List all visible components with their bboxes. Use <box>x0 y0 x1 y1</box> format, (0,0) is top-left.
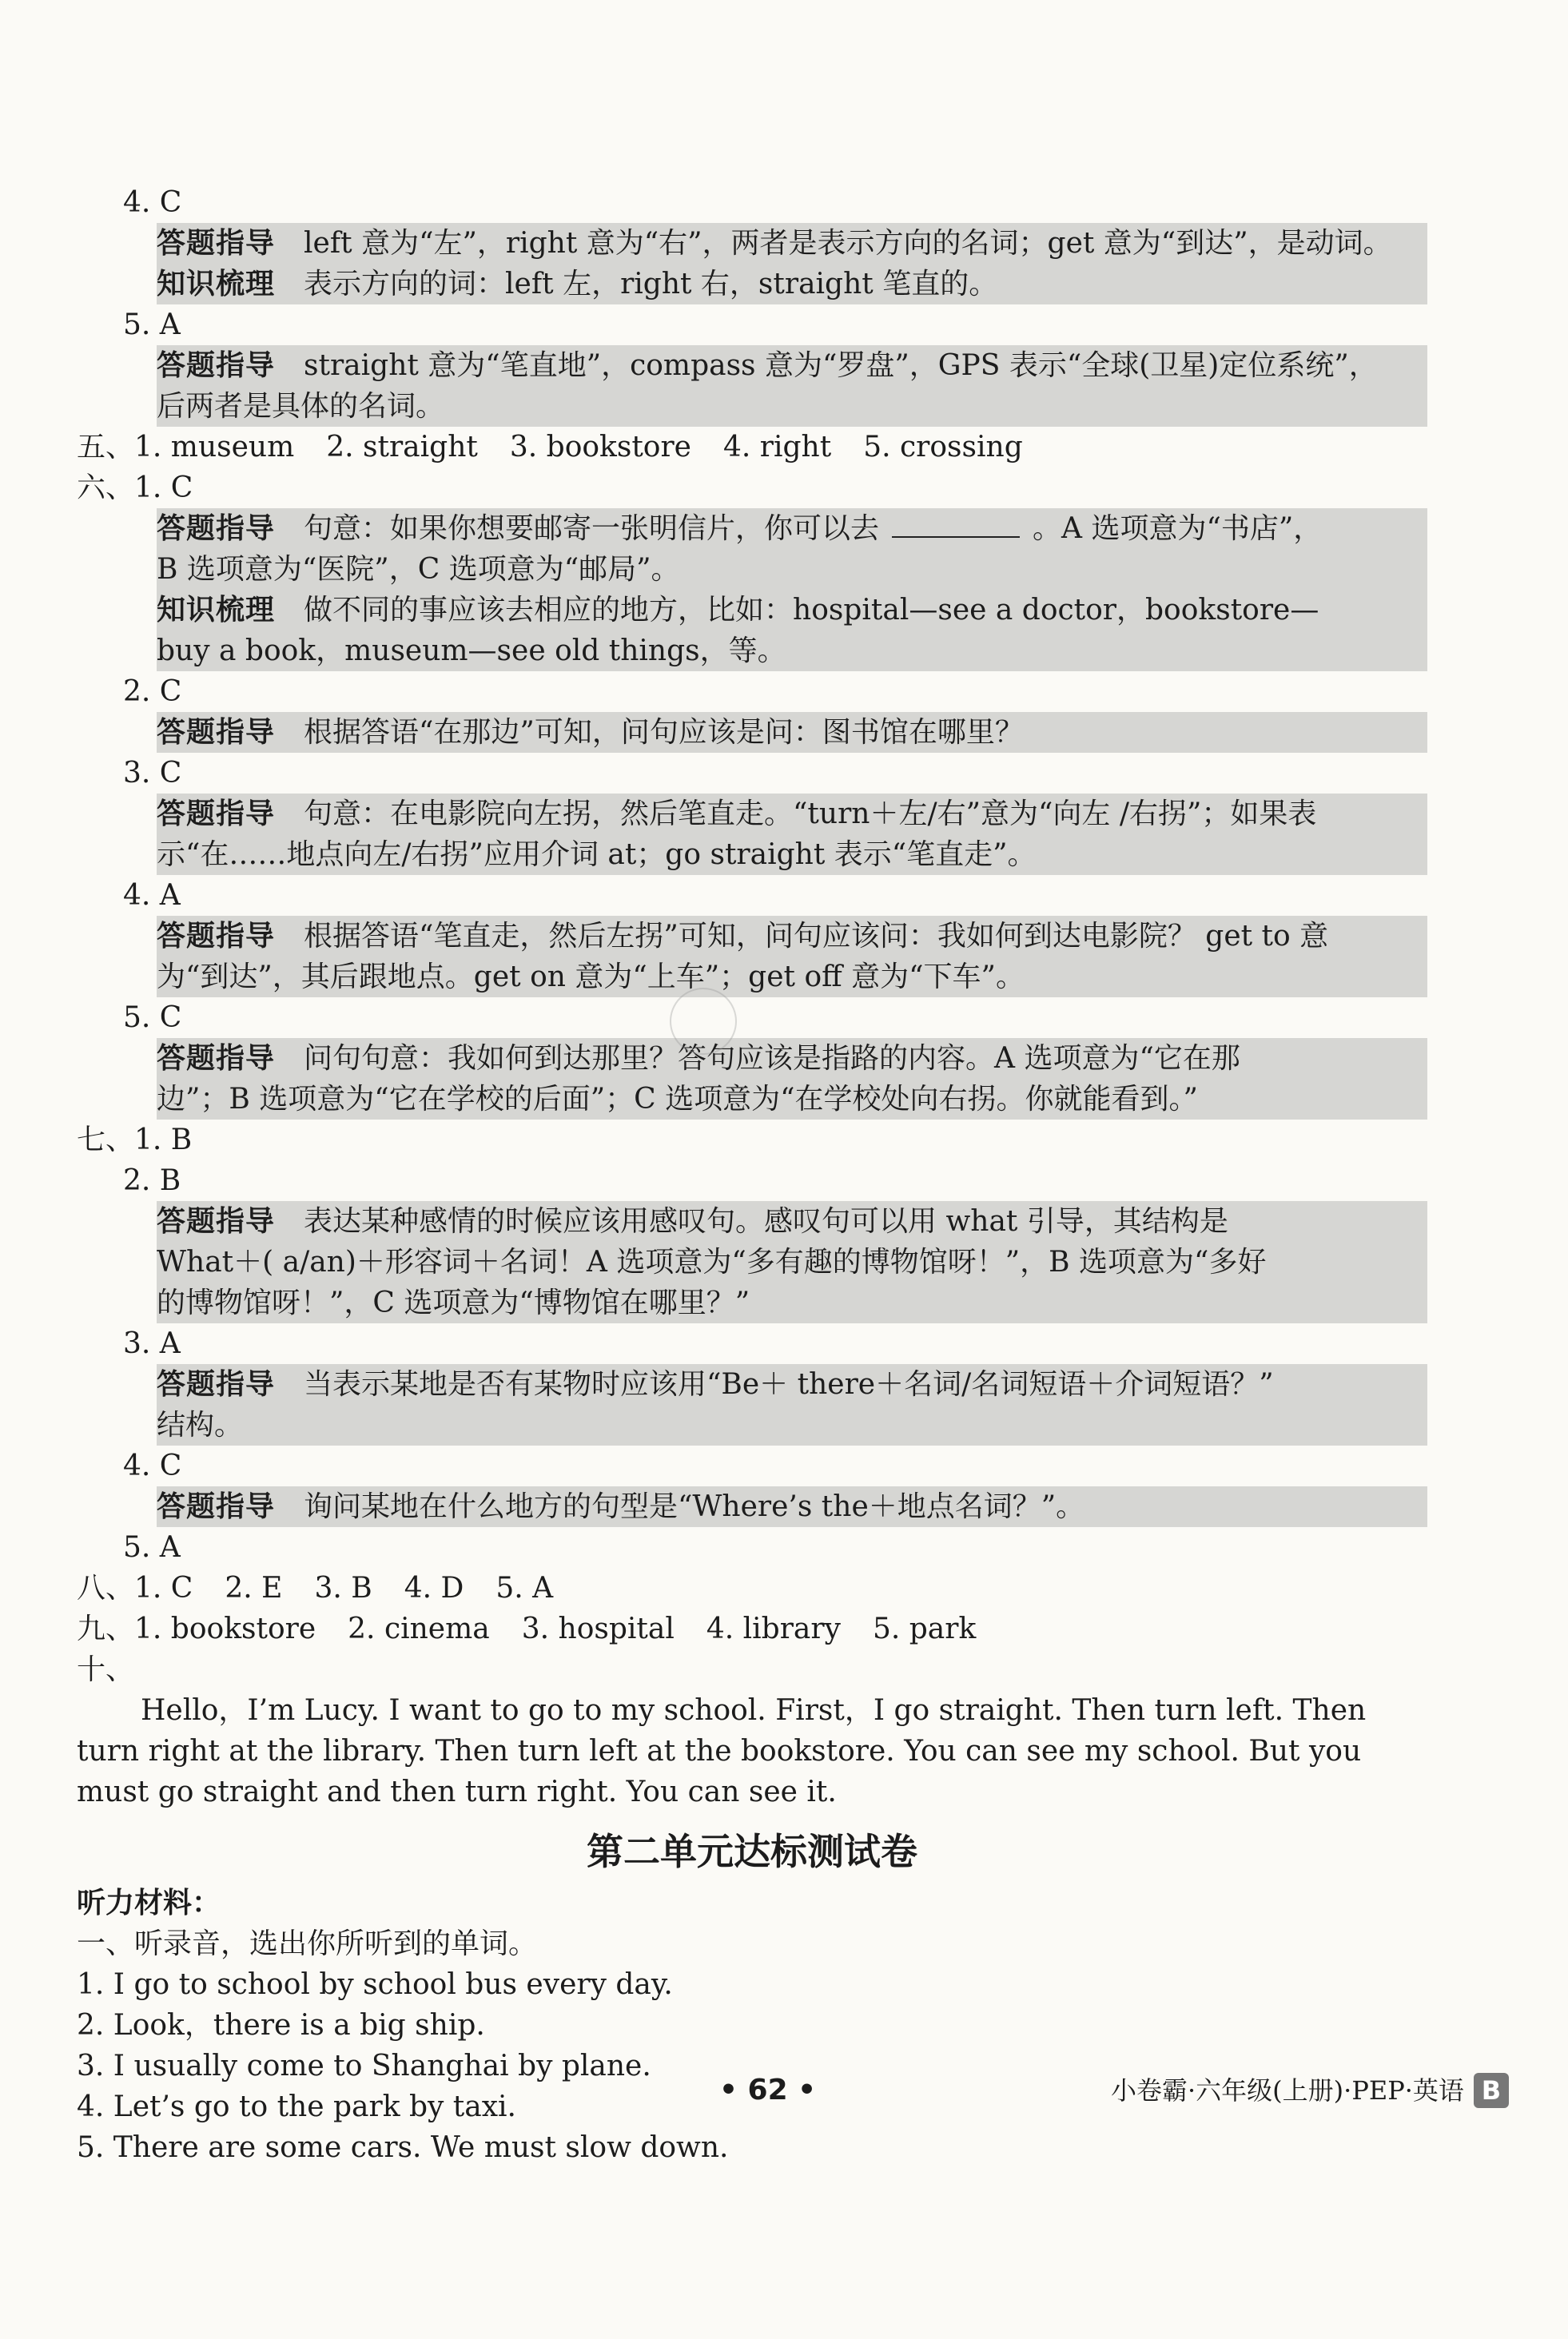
section-label: 五、 <box>77 431 135 463</box>
guide-text: 根据答语“在那边”可知，问句应该是问：图书馆在哪里？ <box>304 716 1024 749</box>
guide-text: B 选项意为“医院”，C 选项意为“邮局”。 <box>157 553 680 586</box>
guide-text: 询问某地在什么地方的句型是“Where’s the＋地点名词？”。 <box>304 1490 1085 1523</box>
answer-item: 4. library <box>706 1613 841 1645</box>
guide-label: 答题指导 <box>157 798 276 830</box>
answer-item: 2. cinema <box>348 1613 490 1645</box>
guide-label: 答题指导 <box>157 227 276 260</box>
sample-essay <box>77 1690 1427 1812</box>
guide-text: straight 意为“笔直地”，compass 意为“罗盘”，GPS 表示“全球(卫星)定位系统”， <box>304 349 1378 382</box>
guide-block <box>157 1201 1427 1323</box>
page-footer <box>0 2067 1568 2114</box>
guide-text: 为“到达”，其后跟地点。get on 意为“上车”；get off 意为“下车”。 <box>157 961 1025 993</box>
answer-6-2: 2. C <box>123 675 182 708</box>
section-label: 十、 <box>77 1653 135 1686</box>
section-10 <box>77 1649 1427 1690</box>
listening-title: 听力材料： <box>77 1887 221 1919</box>
guide-block <box>157 1038 1427 1120</box>
answer-4-5: 5. A <box>123 308 181 341</box>
guide-block <box>157 794 1427 875</box>
section-7 <box>77 1120 1427 1160</box>
answer-item: 3. B <box>314 1572 372 1605</box>
guide-text: 结构。 <box>157 1409 244 1442</box>
section-6 <box>77 467 1427 508</box>
guide-text: left 意为“左”，right 意为“右”，两者是表示方向的名词；get 意为“到达”，是动词。 <box>304 227 1392 260</box>
guide-block <box>157 916 1427 997</box>
listening-item: 5. There are some cars. We must slow down. <box>77 2131 729 2164</box>
answer-6-5: 5. C <box>123 1001 182 1034</box>
listening-item: 4. Let’s go to the park by taxi. <box>77 2090 516 2123</box>
knowledge-label: 知识梳理 <box>157 594 276 627</box>
guide-text: 表达某种感情的时候应该用感叹句。感叹句可以用 what 引导，其结构是 <box>304 1205 1228 1238</box>
section-8 <box>77 1568 1427 1609</box>
answer-7-2: 2. B <box>123 1164 181 1197</box>
section-5 <box>77 427 1427 467</box>
answer-4-4: 4. C <box>123 186 182 219</box>
guide-text: 句意：在电影院向左拐，然后笔直走。“turn＋左/右”意为“向左 /右拐”；如果表 <box>304 798 1317 830</box>
watermark-stamp <box>670 988 737 1055</box>
guide-text: 句意：如果你想要邮寄一张明信片，你可以去 <box>304 512 880 545</box>
guide-block <box>157 508 1427 671</box>
essay-line: Hello，I’m Lucy. I want to go to my school. First，I go straight. Then turn left. Then <box>141 1694 1367 1727</box>
knowledge-label: 知识梳理 <box>157 268 276 300</box>
section-label: 六、 <box>77 471 135 504</box>
knowledge-text: 做不同的事应该去相应的地方，比如：hospital—see a doctor，bookstore— <box>304 594 1319 627</box>
answer-item: 5. A <box>495 1572 554 1605</box>
guide-label: 答题指导 <box>157 1490 276 1523</box>
answer-7-3: 3. A <box>123 1327 181 1360</box>
guide-label: 答题指导 <box>157 512 276 545</box>
edition-badge: B <box>1474 2073 1509 2108</box>
guide-text: 后两者是具体的名词。 <box>157 390 445 423</box>
answer-item: 2. E <box>225 1572 283 1605</box>
answer-item: 1. museum <box>134 431 295 463</box>
guide-text: 根据答语“笔直走，然后左拐”可知，问句应该问：我如何到达电影院？ get to 意 <box>304 920 1329 953</box>
guide-text: 的博物馆呀！”，C 选项意为“博物馆在哪里？” <box>157 1287 750 1319</box>
guide-label: 答题指导 <box>157 349 276 382</box>
guide-label: 答题指导 <box>157 716 276 749</box>
guide-block <box>157 1486 1427 1527</box>
guide-block <box>157 1364 1427 1446</box>
answer-item: 3. bookstore <box>509 431 691 463</box>
knowledge-text: buy a book，museum—see old things，等。 <box>157 634 786 667</box>
guide-label: 答题指导 <box>157 1042 276 1075</box>
answer-7-5: 5. A <box>123 1531 181 1564</box>
section-label: 八、 <box>77 1572 135 1605</box>
guide-block <box>157 712 1427 753</box>
section-label: 九、 <box>77 1613 135 1645</box>
answer-6-4: 4. A <box>123 879 181 912</box>
unit-title: 第二单元达标测试卷 <box>587 1830 917 1873</box>
listening-item: 3. I usually come to Shanghai by plane. <box>77 2050 651 2082</box>
answer-item: 1. bookstore <box>134 1613 316 1645</box>
essay-line: must go straight and then turn right. You can see it. <box>77 1776 837 1808</box>
answer-item: 4. D <box>404 1572 464 1605</box>
guide-block <box>157 223 1427 304</box>
listening-item: 1. I go to school by school bus every day. <box>77 1968 673 2001</box>
guide-text: 当表示某地是否有某物时应该用“Be＋ there＋名词/名词短语＋介词短语？” <box>304 1368 1274 1401</box>
series-title <box>1111 2067 1509 2114</box>
answer-item: 5. crossing <box>863 431 1023 463</box>
section-9 <box>77 1609 1427 1649</box>
guide-text: 。A 选项意为“书店”， <box>1033 512 1323 545</box>
answer-item: 4. right <box>723 431 832 463</box>
answer-6-3: 3. C <box>123 757 182 790</box>
guide-label: 答题指导 <box>157 1205 276 1238</box>
section-label: 七、 <box>77 1124 135 1156</box>
answer-content <box>77 182 1427 2168</box>
guide-text: 边”；B 选项意为“它在学校的后面”；C 选项意为“在学校处向右拐。你就能看到。” <box>157 1083 1198 1116</box>
guide-label: 答题指导 <box>157 1368 276 1401</box>
answer-7-4: 4. C <box>123 1450 182 1482</box>
answer-item: 5. park <box>872 1613 977 1645</box>
guide-label: 答题指导 <box>157 920 276 953</box>
answer-item: 1. C <box>134 1572 193 1605</box>
guide-text: What＋( a/an)＋形容词＋名词！A 选项意为“多有趣的博物馆呀！”，B 选项意为“多好 <box>157 1246 1267 1279</box>
listening-item: 2. Look，there is a big ship. <box>77 2009 485 2042</box>
answer-item: 2. straight <box>326 431 478 463</box>
essay-line: turn right at the library. Then turn left at the bookstore. You can see my school. But you <box>77 1735 1362 1768</box>
series-text: 小卷霸·六年级(上册)·PEP·英语 <box>1111 2075 1464 2106</box>
guide-text: 示“在……地点向左/右拐”应用介词 at；go straight 表示“笔直走”。 <box>157 838 1037 871</box>
listening-section-1: 一、听录音，选出你所听到的单词。 <box>77 1927 538 1960</box>
answer-item: 3. hospital <box>521 1613 675 1645</box>
fill-blank <box>892 512 1020 538</box>
guide-text: 问句句意：我如何到达那里？答句应该是指路的内容。A 选项意为“它在那 <box>304 1042 1240 1075</box>
page-number: • 62 • <box>719 2074 817 2106</box>
answer-6-1: 1. C <box>134 471 193 504</box>
answer-7-1: 1. B <box>134 1124 193 1156</box>
knowledge-text: 表示方向的词：left 左，right 右，straight 笔直的。 <box>304 268 998 300</box>
guide-block <box>157 345 1427 427</box>
